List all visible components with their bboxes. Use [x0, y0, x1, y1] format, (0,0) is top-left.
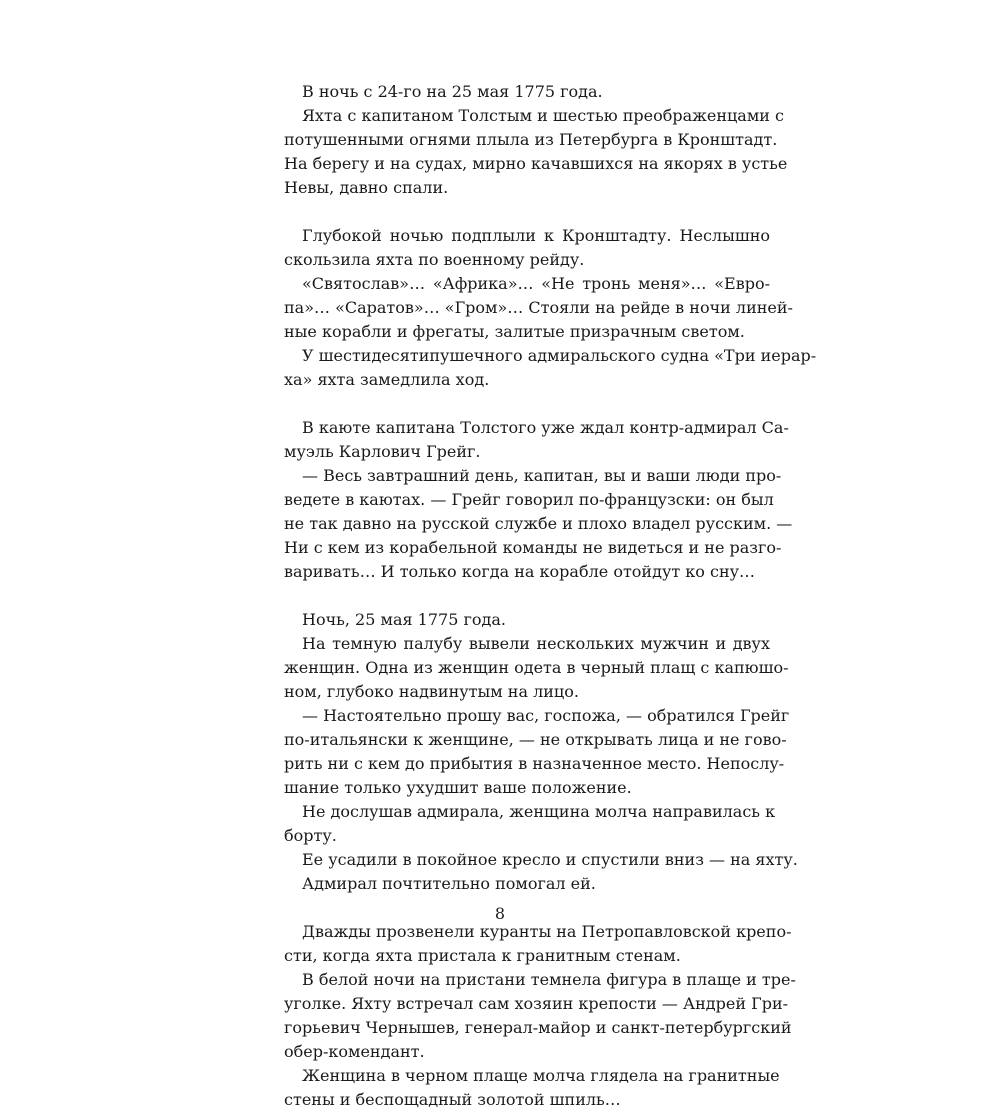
text-line: «Святослав»… «Африка»… «Не тронь меня»… «Евро- [302, 274, 770, 293]
text-line: ные корабли и фрегаты, залитые призрачным светом. [284, 322, 745, 341]
paragraph-gap [284, 584, 770, 608]
text-line: — Настоятельно прошу вас, госпожа, — обратился Грейг [302, 706, 790, 725]
text-line: ха» яхта замедлила ход. [284, 370, 490, 389]
text-line: Ее усадили в покойное кресло и спустили вниз — на яхту. [302, 850, 798, 869]
text-line: стены и беспощадный золотой шпиль… [284, 1090, 621, 1109]
text-line: Яхта с капитаном Толстым и шестью преображенцами с [302, 106, 784, 125]
text-line: На берегу и на судах, мирно качавшихся на якорях в устье [284, 154, 788, 173]
paragraph-gap [284, 392, 770, 416]
text-line: сти, когда яхта пристала к гранитным стенам. [284, 946, 681, 965]
body-text [284, 80, 817, 1112]
text-line: В белой ночи на пристани темнела фигура в плаще и тре- [302, 970, 796, 989]
page-number: 8 [494, 904, 506, 923]
text-line: обер-комендант. [284, 1042, 425, 1061]
text-line: В ночь с 24-го на 25 мая 1775 года. [302, 82, 603, 101]
text-line: варивать… И только когда на корабле отойдут ко сну… [284, 562, 756, 581]
text-line: Дважды прозвенели куранты на Петропавловской крепо- [302, 922, 792, 941]
text-line: па»… «Саратов»… «Гром»… Стояли на рейде в ночи линей- [284, 298, 793, 317]
text-line: потушенными огнями плыла из Петербурга в Кронштадт. [284, 130, 778, 149]
text-line: Адмирал почтительно помогал ей. [302, 874, 596, 893]
text-line: уголке. Яхту встречал сам хозяин крепости — Андрей Гри- [284, 994, 789, 1013]
text-line: Ни с кем из корабельной команды не видеться и не разго- [284, 538, 782, 557]
text-line: по-итальянски к женщине, — не открывать лица и не гово- [284, 730, 787, 749]
paragraph-gap [284, 200, 770, 224]
text-line: Невы, давно спали. [284, 178, 449, 197]
text-line: скользила яхта по военному рейду. [284, 250, 585, 269]
text-line: не так давно на русской службе и плохо владел русским. — [284, 514, 793, 533]
text-line: борту. [284, 826, 337, 845]
text-line: горьевич Чернышев, генерал-майор и санкт-петербургский [284, 1018, 792, 1037]
text-line: женщин. Одна из женщин одета в черный плащ с капюшо- [284, 658, 789, 677]
text-line: ном, глубоко надвинутым на лицо. [284, 682, 579, 701]
text-line: муэль Карлович Грейг. [284, 442, 481, 461]
text-line: Глубокой ночью подплыли к Кронштадту. Неслышно [302, 226, 770, 245]
text-line: — Весь завтрашний день, капитан, вы и ваши люди про- [302, 466, 782, 485]
text-line: Женщина в черном плаще молча глядела на гранитные [302, 1066, 780, 1085]
text-line: ведете в каютах. — Грейг говорил по-французски: он был [284, 490, 774, 509]
text-line: шание только ухудшит ваше положение. [284, 778, 632, 797]
text-line: В каюте капитана Толстого уже ждал контр-адмирал Са- [302, 418, 789, 437]
text-line: На темную палубу вывели нескольких мужчин и двух [302, 634, 770, 653]
text-line: У шестидесятипушечного адмиральского судна «Три иерар- [302, 346, 817, 365]
text-line: Не дослушав адмирала, женщина молча направилась к [302, 802, 776, 821]
text-line: Ночь, 25 мая 1775 года. [302, 610, 506, 629]
text-line: рить ни с кем до прибытия в назначенное место. Непослу- [284, 754, 785, 773]
